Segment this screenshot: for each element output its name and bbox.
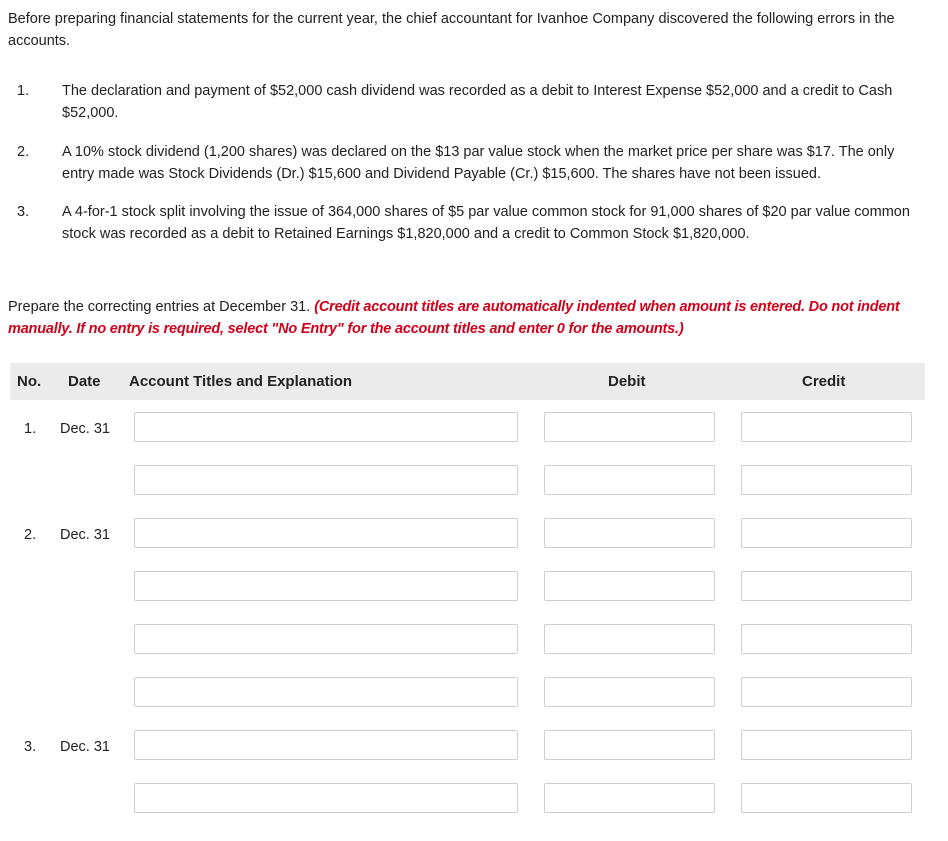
- debit-amount-input[interactable]: [544, 465, 715, 495]
- credit-amount-input[interactable]: [741, 624, 912, 654]
- debit-amount-input[interactable]: [544, 730, 715, 760]
- journal-row: [0, 518, 948, 552]
- problem-intro: Before preparing financial statements for the current year, the chief accountant for Ivanhoe Company discovered the following errors in the accounts.: [8, 11, 895, 49]
- account-title-input[interactable]: [134, 677, 518, 707]
- entry-date: Dec. 31: [60, 739, 110, 755]
- journal-row: [0, 624, 948, 658]
- error-number: 3.: [17, 204, 30, 220]
- header-no: No.: [17, 373, 42, 390]
- header-account: Account Titles and Explanation: [129, 373, 353, 390]
- debit-amount-input[interactable]: [544, 571, 715, 601]
- journal-row: [0, 571, 948, 605]
- instructions-lead: Prepare the correcting entries at December 31.: [8, 299, 315, 315]
- debit-amount-input[interactable]: [544, 624, 715, 654]
- journal-row: [0, 783, 948, 817]
- debit-amount-input[interactable]: [544, 412, 715, 442]
- journal-row: [0, 465, 948, 499]
- error-text: A 10% stock dividend (1,200 shares) was declared on the $13 par value stock when the market price per share was $17. The only entry made was Stock Dividends (Dr.) $15,600 and Dividend Payable (Cr.) $15,600. The shares have not been issued.: [62, 144, 895, 182]
- account-title-input[interactable]: [134, 465, 518, 495]
- journal-row: [0, 412, 948, 446]
- instructions: [8, 296, 928, 340]
- instructions-note: (Credit account titles are automatically indented when amount is entered. Do not indent manually. If no entry is required, select "No Entry" for the account titles and enter 0 for the amounts.): [8, 299, 900, 337]
- journal-row: [0, 677, 948, 711]
- credit-amount-input[interactable]: [741, 783, 912, 813]
- account-title-input[interactable]: [134, 730, 518, 760]
- credit-amount-input[interactable]: [741, 677, 912, 707]
- account-title-input[interactable]: [134, 412, 518, 442]
- credit-amount-input[interactable]: [741, 730, 912, 760]
- journal-table-header: [10, 363, 925, 400]
- credit-amount-input[interactable]: [741, 571, 912, 601]
- account-title-input[interactable]: [134, 571, 518, 601]
- credit-amount-input[interactable]: [741, 465, 912, 495]
- debit-amount-input[interactable]: [544, 783, 715, 813]
- error-text: A 4-for-1 stock split involving the issue of 364,000 shares of $5 par value common stock for 91,000 shares of $20 par value common stock was recorded as a debit to Retained Earnings $1,820,000 and a credit to Common Stock $1,820,000.: [62, 204, 910, 242]
- entry-number: 3.: [24, 739, 37, 755]
- entry-date: Dec. 31: [60, 527, 110, 543]
- debit-amount-input[interactable]: [544, 518, 715, 548]
- header-date: Date: [68, 373, 101, 390]
- error-number: 1.: [17, 83, 30, 99]
- error-text: The declaration and payment of $52,000 cash dividend was recorded as a debit to Interest Expense $52,000 and a credit to Cash $52,000.: [62, 83, 893, 121]
- account-title-input[interactable]: [134, 624, 518, 654]
- credit-amount-input[interactable]: [741, 518, 912, 548]
- account-title-input[interactable]: [134, 783, 518, 813]
- entry-number: 1.: [24, 421, 37, 437]
- header-credit: Credit: [802, 373, 846, 390]
- entry-date: Dec. 31: [60, 421, 110, 437]
- error-number: 2.: [17, 144, 30, 160]
- entry-number: 2.: [24, 527, 37, 543]
- header-debit: Debit: [608, 373, 646, 390]
- account-title-input[interactable]: [134, 518, 518, 548]
- journal-row: [0, 730, 948, 764]
- debit-amount-input[interactable]: [544, 677, 715, 707]
- credit-amount-input[interactable]: [741, 412, 912, 442]
